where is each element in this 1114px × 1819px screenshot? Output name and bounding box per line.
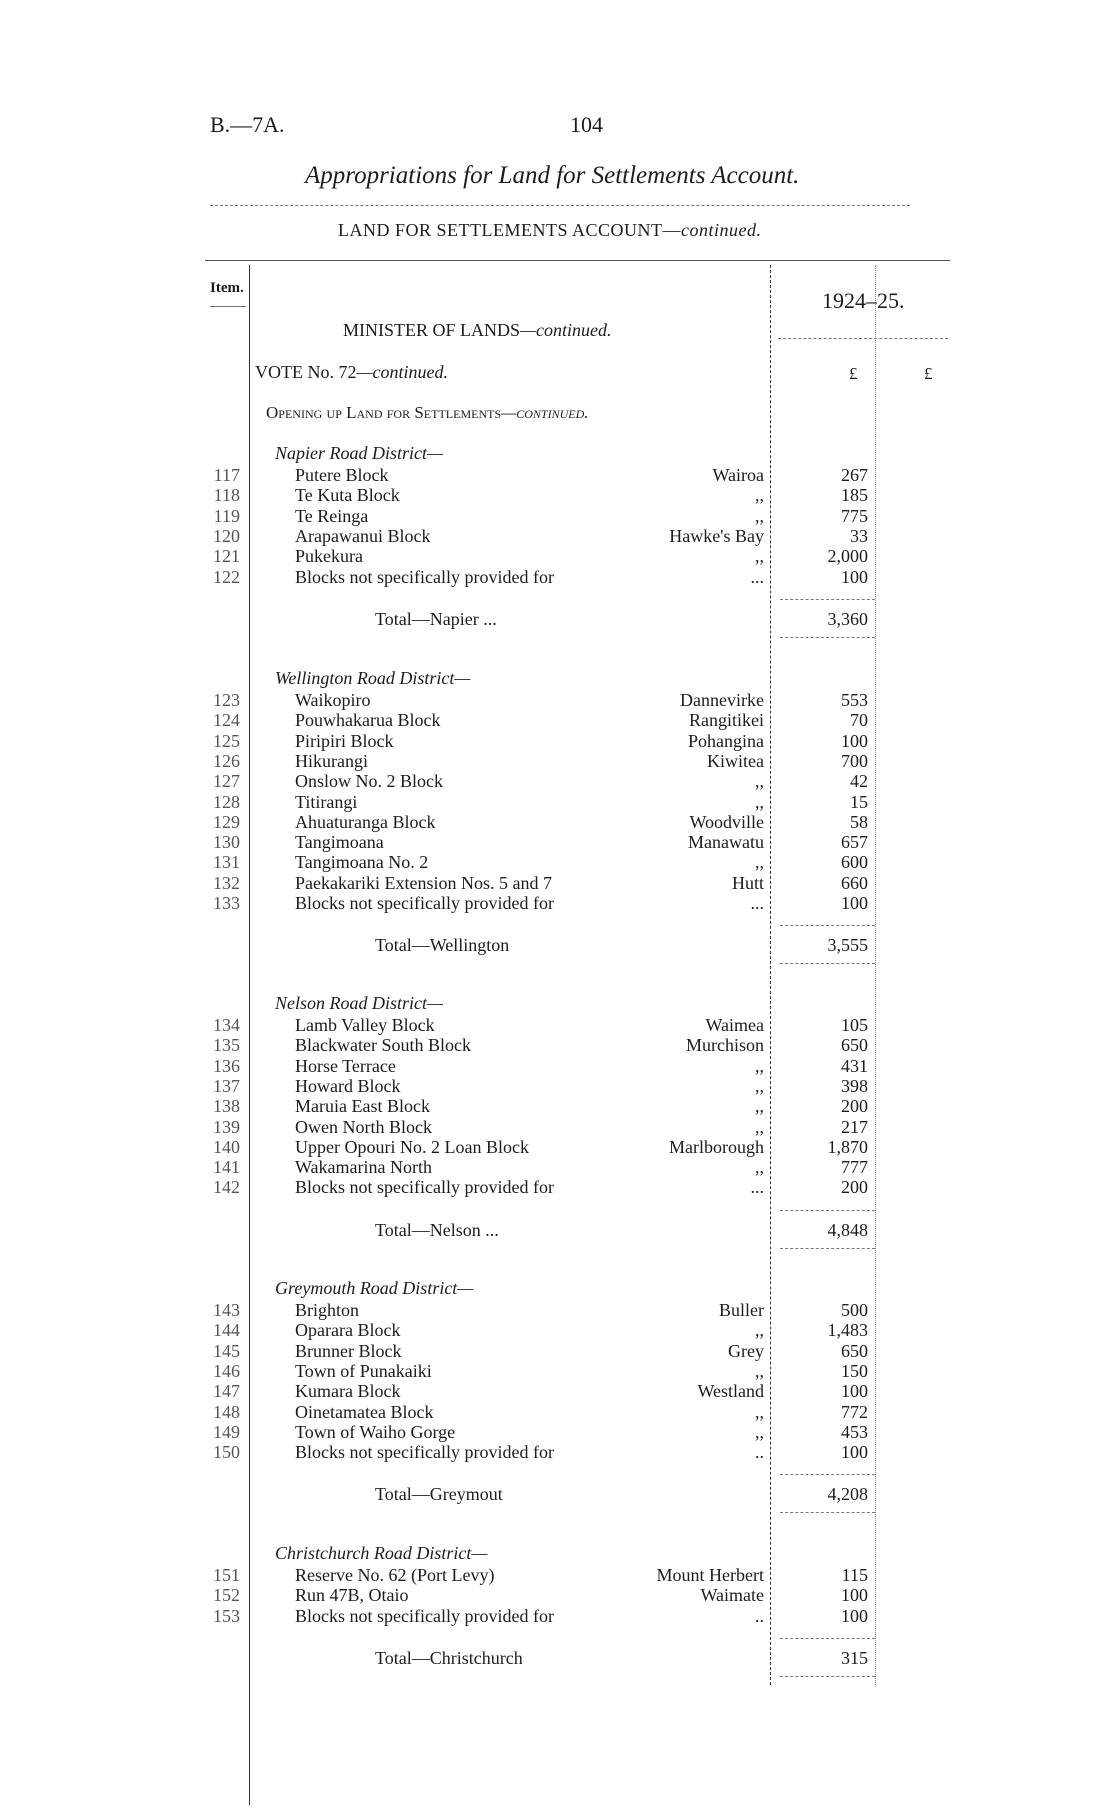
total-amount: 3,555 <box>827 935 868 956</box>
block-name: Town of Punakaiki <box>295 1360 432 1381</box>
amount: 775 <box>841 505 868 526</box>
block-name: Town of Waiho Gorge <box>295 1421 456 1442</box>
subtitle-continued: continued. <box>681 220 762 240</box>
subtitle-main: LAND FOR SETTLEMENTS ACCOUNT— <box>338 220 682 240</box>
county-name: Kiwitea <box>707 750 764 771</box>
subtotal-rule <box>780 1474 875 1475</box>
total-amount: 4,848 <box>827 1219 868 1240</box>
table-row <box>0 812 1114 832</box>
item-number: 118 <box>213 485 240 506</box>
block-name: Howard Block <box>295 1075 401 1096</box>
county-name: ,, <box>755 1320 764 1341</box>
county-name: ,, <box>755 791 764 812</box>
pound-sign-1: £ <box>849 364 858 383</box>
block-name: Blocks not specifically provided for <box>295 893 554 913</box>
total-rule <box>780 637 875 638</box>
table-row <box>0 1442 1114 1462</box>
amount: 657 <box>841 832 868 853</box>
table-row <box>0 1015 1114 1035</box>
item-number: 140 <box>213 1136 240 1157</box>
section-subtitle <box>338 220 762 241</box>
block-name: Tangimoana No. 2 <box>295 852 429 873</box>
item-number: 125 <box>213 730 240 751</box>
header-rule <box>205 260 950 261</box>
county-name: ,, <box>755 1401 764 1422</box>
subtotal-rule <box>780 599 875 600</box>
block-name: Run 47B, Otaio <box>295 1585 409 1606</box>
item-number: 149 <box>213 1421 240 1442</box>
amount: 700 <box>841 750 868 771</box>
page-title: Appropriations for Land for Settlements Account. <box>305 162 800 189</box>
amount: 431 <box>841 1055 868 1076</box>
table-row <box>0 1402 1114 1422</box>
county-name: Hawke's Bay <box>669 525 764 546</box>
item-number: 139 <box>213 1116 240 1137</box>
amount: 777 <box>841 1157 868 1178</box>
subtotal-rule <box>780 925 875 926</box>
item-column-header: Item. <box>210 280 244 296</box>
amount: 100 <box>841 566 868 587</box>
subtotal-rule <box>780 1210 875 1211</box>
table-row <box>0 751 1114 771</box>
block-name: Brunner Block <box>295 1340 402 1361</box>
table-row <box>0 1422 1114 1442</box>
table-row <box>0 1585 1114 1605</box>
item-number: 131 <box>213 852 240 873</box>
table-row <box>0 731 1114 751</box>
county-name: ,, <box>755 1157 764 1178</box>
county-name: Westland <box>697 1381 764 1402</box>
amount: 200 <box>841 1096 868 1117</box>
total-amount: 3,360 <box>827 608 868 629</box>
table-row <box>0 485 1114 505</box>
item-number: 123 <box>213 690 240 710</box>
block-name: Onslow No. 2 Block <box>295 771 443 792</box>
table-row <box>0 1341 1114 1361</box>
item-number: 120 <box>213 525 240 546</box>
amount: 398 <box>841 1075 868 1096</box>
total-rule <box>780 1248 875 1249</box>
total-amount: 4,208 <box>827 1484 868 1505</box>
item-number: 126 <box>213 750 240 771</box>
amount: 2,000 <box>827 546 868 567</box>
item-number: 132 <box>213 872 240 893</box>
table-row <box>0 852 1114 872</box>
item-number: 141 <box>213 1157 240 1178</box>
county-name: Manawatu <box>688 832 764 853</box>
county-name: Dannevirke <box>680 690 764 710</box>
amount: 100 <box>841 893 868 913</box>
amount: 600 <box>841 852 868 873</box>
item-number: 133 <box>213 893 240 913</box>
amount: 100 <box>841 1605 868 1626</box>
item-number: 152 <box>213 1585 240 1606</box>
county-name: Waimate <box>700 1585 764 1606</box>
table-row <box>0 1320 1114 1340</box>
table-row <box>0 1300 1114 1320</box>
amount: 15 <box>850 791 868 812</box>
item-number: 142 <box>213 1177 240 1198</box>
district-heading: Napier Road District— <box>275 443 444 463</box>
item-number: 146 <box>213 1360 240 1381</box>
item-number: 147 <box>213 1381 240 1402</box>
table-row <box>0 1035 1114 1055</box>
table-row <box>0 710 1114 730</box>
title-rule <box>210 205 910 206</box>
block-name: Brighton <box>295 1300 360 1320</box>
county-name: Waimea <box>705 1015 764 1035</box>
item-number: 143 <box>213 1300 240 1320</box>
amount: 650 <box>841 1035 868 1056</box>
table-row <box>0 1606 1114 1626</box>
table-row <box>0 893 1114 913</box>
table-row <box>0 1157 1114 1177</box>
amount: 100 <box>841 1442 868 1463</box>
block-name: Lamb Valley Block <box>295 1015 435 1035</box>
block-name: Horse Terrace <box>295 1055 396 1076</box>
amount: 772 <box>841 1401 868 1422</box>
item-number: 121 <box>213 546 240 567</box>
county-name: Hutt <box>731 872 764 893</box>
item-number: 136 <box>213 1055 240 1076</box>
item-number: 124 <box>213 710 240 731</box>
table-row <box>0 526 1114 546</box>
vote-heading: VOTE No. 72—continued. <box>255 362 448 382</box>
amount: 267 <box>841 465 868 485</box>
block-name: Waikopiro <box>295 690 371 710</box>
amount: 500 <box>841 1300 868 1320</box>
amount: 100 <box>841 730 868 751</box>
table-row <box>0 1056 1114 1076</box>
table-row <box>0 1117 1114 1137</box>
county-name: Pohangina <box>688 730 764 751</box>
item-number: 145 <box>213 1340 240 1361</box>
county-name: Marlborough <box>669 1136 764 1157</box>
block-name: Ahuaturanga Block <box>295 811 436 832</box>
block-name: Oinetamatea Block <box>295 1401 434 1422</box>
item-number: 134 <box>213 1015 240 1035</box>
block-name: Te Kuta Block <box>295 485 400 506</box>
amount: 70 <box>850 710 868 731</box>
amount: 200 <box>841 1177 868 1198</box>
total-amount: 315 <box>841 1647 868 1668</box>
county-name: Grey <box>728 1340 764 1361</box>
total-label: Total—Napier ... <box>375 608 497 629</box>
amount: 100 <box>841 1585 868 1606</box>
item-number: 153 <box>213 1605 240 1626</box>
county-name: ,, <box>755 1096 764 1117</box>
district-heading: Christchurch Road District— <box>275 1543 488 1563</box>
county-name: ,, <box>755 1116 764 1137</box>
table-row <box>0 1096 1114 1116</box>
county-name: ,, <box>755 1055 764 1076</box>
table-row <box>0 690 1114 710</box>
block-name: Pouwhakarua Block <box>295 710 441 731</box>
table-row <box>0 832 1114 852</box>
pound-sign-2: £ <box>924 364 933 383</box>
amount: 553 <box>841 690 868 710</box>
table-row <box>0 1381 1114 1401</box>
amount: 115 <box>841 1565 868 1585</box>
county-name: ,, <box>755 485 764 506</box>
table-row <box>0 1137 1114 1157</box>
county-name: ,, <box>755 1360 764 1381</box>
county-name: ,, <box>755 1421 764 1442</box>
year-column-header: 1924–25. <box>822 288 905 313</box>
total-rule <box>780 963 875 964</box>
block-name: Maruia East Block <box>295 1096 430 1117</box>
table-row <box>0 792 1114 812</box>
county-name: Murchison <box>686 1035 764 1056</box>
opening-heading: Opening up Land for Settlements—continued. <box>266 403 589 422</box>
table-row <box>0 771 1114 791</box>
amount: 660 <box>841 872 868 893</box>
table-row <box>0 873 1114 893</box>
block-name: Kumara Block <box>295 1381 401 1402</box>
table-row <box>0 1177 1114 1197</box>
total-label: Total—Christchurch <box>375 1647 523 1668</box>
table-row <box>0 465 1114 485</box>
item-number: 129 <box>213 811 240 832</box>
county-name: ,, <box>755 771 764 792</box>
county-name: ... <box>750 1177 764 1198</box>
item-number: 122 <box>213 566 240 587</box>
district-heading: Nelson Road District— <box>275 993 444 1013</box>
table-row <box>0 567 1114 587</box>
total-label: Total—Nelson ... <box>375 1219 499 1240</box>
item-header-rule <box>210 306 246 307</box>
block-name: Blocks not specifically provided for <box>295 566 554 587</box>
block-name: Paekakariki Extension Nos. 5 and 7 <box>295 872 552 893</box>
total-rule <box>780 1512 875 1513</box>
item-number: 119 <box>213 505 240 526</box>
item-number: 148 <box>213 1401 240 1422</box>
total-label: Total—Wellington <box>375 935 510 956</box>
county-name: ... <box>750 566 764 587</box>
amount: 185 <box>841 485 868 506</box>
amount: 217 <box>841 1116 868 1137</box>
district-heading: Wellington Road District— <box>275 668 471 688</box>
county-name: Buller <box>719 1300 764 1320</box>
block-name: Pukekura <box>295 546 363 567</box>
item-number: 128 <box>213 791 240 812</box>
total-rule <box>780 1676 875 1677</box>
block-name: Oparara Block <box>295 1320 401 1341</box>
block-name: Blocks not specifically provided for <box>295 1177 554 1198</box>
amount: 453 <box>841 1421 868 1442</box>
table-row <box>0 1076 1114 1096</box>
item-number: 144 <box>213 1320 240 1341</box>
block-name: Owen North Block <box>295 1116 432 1137</box>
block-name: Arapawanui Block <box>295 525 431 546</box>
item-number: 138 <box>213 1096 240 1117</box>
year-header-rule <box>778 338 948 339</box>
amount: 100 <box>841 1381 868 1402</box>
item-number: 137 <box>213 1075 240 1096</box>
item-number: 151 <box>213 1565 240 1585</box>
amount: 1,483 <box>827 1320 868 1341</box>
minister-heading: MINISTER OF LANDS—continued. <box>343 320 612 340</box>
item-number: 130 <box>213 832 240 853</box>
amount: 42 <box>850 771 868 792</box>
county-name: ,, <box>755 505 764 526</box>
item-number: 117 <box>213 465 240 485</box>
amount: 105 <box>841 1015 868 1035</box>
table-row <box>0 506 1114 526</box>
block-name: Upper Opouri No. 2 Loan Block <box>295 1136 529 1157</box>
county-name: Woodville <box>689 811 764 832</box>
block-name: Blocks not specifically provided for <box>295 1605 554 1626</box>
block-name: Blackwater South Block <box>295 1035 471 1056</box>
item-number: 127 <box>213 771 240 792</box>
county-name: Rangitikei <box>689 710 764 731</box>
county-name: ... <box>750 893 764 913</box>
block-name: Reserve No. 62 (Port Levy) <box>295 1565 495 1585</box>
table-row <box>0 1361 1114 1381</box>
page-number: 104 <box>570 112 603 137</box>
county-name: .. <box>755 1442 764 1463</box>
block-name: Titirangi <box>295 791 358 812</box>
block-name: Blocks not specifically provided for <box>295 1442 554 1463</box>
block-name: Piripiri Block <box>295 730 394 751</box>
item-number: 150 <box>213 1442 240 1463</box>
district-heading: Greymouth Road District— <box>275 1278 474 1298</box>
amount: 33 <box>850 525 868 546</box>
table-row <box>0 546 1114 566</box>
block-name: Te Reinga <box>295 505 369 526</box>
county-name: ,, <box>755 852 764 873</box>
county-name: Wairoa <box>712 465 764 485</box>
block-name: Wakamarina North <box>295 1157 432 1178</box>
block-name: Putere Block <box>295 465 389 485</box>
amount: 1,870 <box>827 1136 868 1157</box>
subtotal-rule <box>780 1638 875 1639</box>
block-name: Tangimoana <box>295 832 384 853</box>
county-name: ,, <box>755 546 764 567</box>
county-name: Mount Herbert <box>656 1565 764 1585</box>
amount: 58 <box>850 811 868 832</box>
county-name: ,, <box>755 1075 764 1096</box>
block-name: Hikurangi <box>295 750 368 771</box>
table-row <box>0 1565 1114 1585</box>
amount: 650 <box>841 1340 868 1361</box>
total-label: Total—Greymout <box>375 1484 503 1505</box>
document-reference: B.—7A. <box>210 112 285 137</box>
item-number: 135 <box>213 1035 240 1056</box>
county-name: .. <box>755 1605 764 1626</box>
amount: 150 <box>841 1360 868 1381</box>
